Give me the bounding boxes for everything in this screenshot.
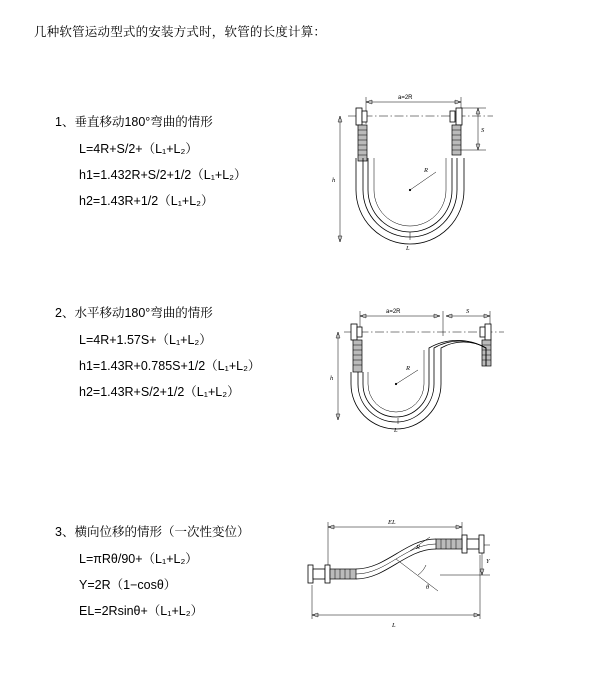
svg-text:R: R xyxy=(424,167,428,174)
section-3-text xyxy=(55,522,249,627)
section-1-formula-2: h1=1.432R+S/2+1/2（L₁+L₂） xyxy=(79,168,247,182)
page-title: 几种软管运动型式的安装方式时，软管的长度计算： xyxy=(34,25,327,39)
section-2-formula-1: L=4R+1.57S+（L₁+L₂） xyxy=(79,333,212,347)
section-1-title: 1、垂直移动180°弯曲的情形 xyxy=(55,115,213,129)
svg-text:L: L xyxy=(406,245,410,252)
svg-text:S: S xyxy=(466,308,470,315)
svg-text:L: L xyxy=(392,622,396,629)
svg-text:EL: EL xyxy=(388,519,396,526)
section-3-formula-2: Y=2R（1−cosθ） xyxy=(79,578,177,592)
section-2-text xyxy=(55,303,260,408)
figure-1-vertical-180 xyxy=(318,72,498,267)
svg-text:a=2R: a=2R xyxy=(386,309,401,315)
section-1-formula-1: L=4R+S/2+（L₁+L₂） xyxy=(79,142,198,156)
svg-text:a=2R: a=2R xyxy=(398,95,413,101)
svg-text:L: L xyxy=(394,427,398,434)
svg-text:h: h xyxy=(332,177,336,184)
section-1-text xyxy=(55,112,247,217)
section-3-formula-1: L=πRθ/90+（L₁+L₂） xyxy=(79,552,198,566)
svg-text:Y: Y xyxy=(486,558,490,565)
svg-text:S: S xyxy=(481,127,485,134)
svg-text:R: R xyxy=(416,544,420,551)
svg-text:θ: θ xyxy=(426,584,430,591)
section-2-formula-2: h1=1.43R+0.785S+1/2（L₁+L₂） xyxy=(79,359,261,373)
section-2-formula-3: h2=1.43R+S/2+1/2（L₁+L₂） xyxy=(79,385,240,399)
section-3-title: 3、横向位移的情形（一次性变位） xyxy=(55,525,250,539)
svg-text:h: h xyxy=(330,375,334,382)
svg-text:R: R xyxy=(406,365,410,372)
section-1-formula-3: h2=1.43R+1/2（L₁+L₂） xyxy=(79,194,214,208)
section-3-formula-3: EL=2Rsinθ+（L₁+L₂） xyxy=(79,604,204,618)
section-2-title: 2、水平移动180°弯曲的情形 xyxy=(55,306,213,320)
figure-3-lateral-offset xyxy=(290,505,505,635)
figure-2-horizontal-180 xyxy=(318,288,508,448)
